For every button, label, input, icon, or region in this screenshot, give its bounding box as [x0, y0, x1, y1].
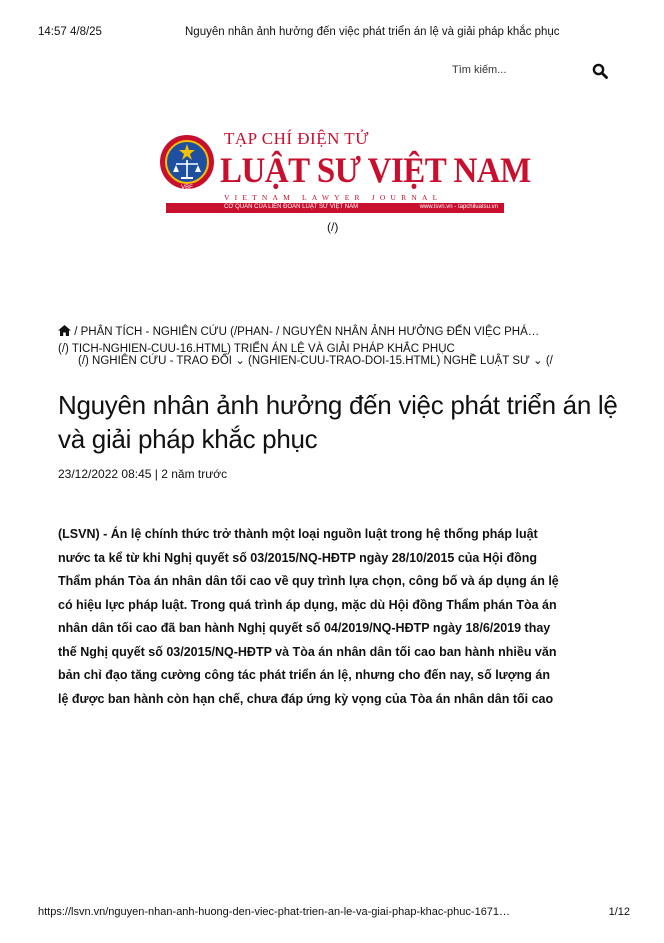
- lead-line: thế Nghị quyết số 03/2015/NQ-HĐTP và Tòa án nhân dân tối cao ban hành nhiều văn: [58, 644, 557, 659]
- lead-line: nước ta kể từ khi Nghị quyết số 03/2015/NQ-HĐTP ngày 28/10/2015 của Hội đồng: [58, 550, 537, 565]
- breadcrumb: [58, 325, 539, 338]
- breadcrumb-line-2[interactable]: (/) TICH-NGHIEN-CUU-16.HTML) TRIỂN ÁN LỆ VÀ GIẢI PHÁP KHẮC PHỤC: [58, 343, 455, 355]
- lead-line: (LSVN) - Án lệ chính thức trở thành một loại nguồn luật trong hệ thống pháp luật: [58, 527, 538, 541]
- logo-tagline-bar: [166, 203, 504, 213]
- logo-line-2: LUẬT SƯ VIỆT NAM: [220, 151, 531, 191]
- article-meta: 23/12/2022 08:45 | 2 năm trước: [58, 467, 228, 481]
- logo-line-3: VIETNAM LAWYER JOURNAL: [224, 193, 443, 202]
- article-lead: [58, 523, 624, 711]
- print-datetime: 14:57 4/8/25: [38, 26, 102, 38]
- svg-text:VBF: VBF: [181, 185, 193, 191]
- lead-line: bản chỉ đạo tăng cường công tác phát triển án lệ, nhưng cho đến nay, số lượng án: [58, 668, 550, 682]
- logo-line-1: TẠP CHÍ ĐIỆN TỬ: [224, 129, 369, 148]
- home-icon[interactable]: [58, 325, 71, 336]
- lead-line: nhân dân tối cao đã ban hành Nghị quyết số 04/2019/NQ-HĐTP ngày 18/6/2019 thay: [58, 621, 551, 635]
- nav-menu-row[interactable]: (/) NGHIÊN CỨU - TRAO ĐỔI ⌄ (NGHIEN-CUU-TRAO-DOI-15.HTML) NGHỀ LUẬT SƯ ⌄ (/: [78, 355, 553, 367]
- page-number: 1/12: [608, 906, 630, 918]
- logo-tagline: CƠ QUAN CỦA LIÊN ĐOÀN LUẬT SƯ VIỆT NAM: [224, 204, 359, 210]
- print-page-title: Nguyên nhân ảnh hưởng đến việc phát triển án lệ và giải pháp khắc phục: [185, 26, 560, 38]
- lead-line: Thẩm phán Tòa án nhân dân tối cao về quy trình lựa chọn, công bố và áp dụng án lệ: [58, 574, 559, 588]
- print-url: https://lsvn.vn/nguyen-nhan-anh-huong-den-viec-phat-trien-an-le-va-giai-phap-khac-phuc-1671…: [38, 906, 511, 918]
- search-input[interactable]: Tìm kiếm...: [452, 64, 507, 76]
- lawyer-emblem-icon: [158, 131, 216, 193]
- breadcrumb-line-1[interactable]: / PHÂN TÍCH - NGHIÊN CỨU (/PHAN- / NGUYÊN NHÂN ẢNH HƯỞNG ĐẾN VIỆC PHÁ…: [74, 326, 540, 338]
- lead-line: lệ được ban hành còn hạn chế, chưa đáp ứng kỳ vọng của Tòa án nhân dân tối cao: [58, 691, 554, 706]
- article-headline: Nguyên nhân ảnh hưởng đến việc phát triển án lệ và giải pháp khắc phục: [58, 390, 618, 454]
- search-icon[interactable]: [592, 63, 608, 79]
- search-box[interactable]: [446, 60, 616, 82]
- logo-urls: www.lsvn.vn - tapchiluatsu.vn: [419, 204, 498, 210]
- home-link[interactable]: (/): [327, 220, 339, 234]
- site-logo[interactable]: [158, 127, 531, 215]
- lead-line: có hiệu lực pháp luật. Trong quá trình áp dụng, mặc dù Hội đồng Thẩm phán Tòa án: [58, 597, 557, 612]
